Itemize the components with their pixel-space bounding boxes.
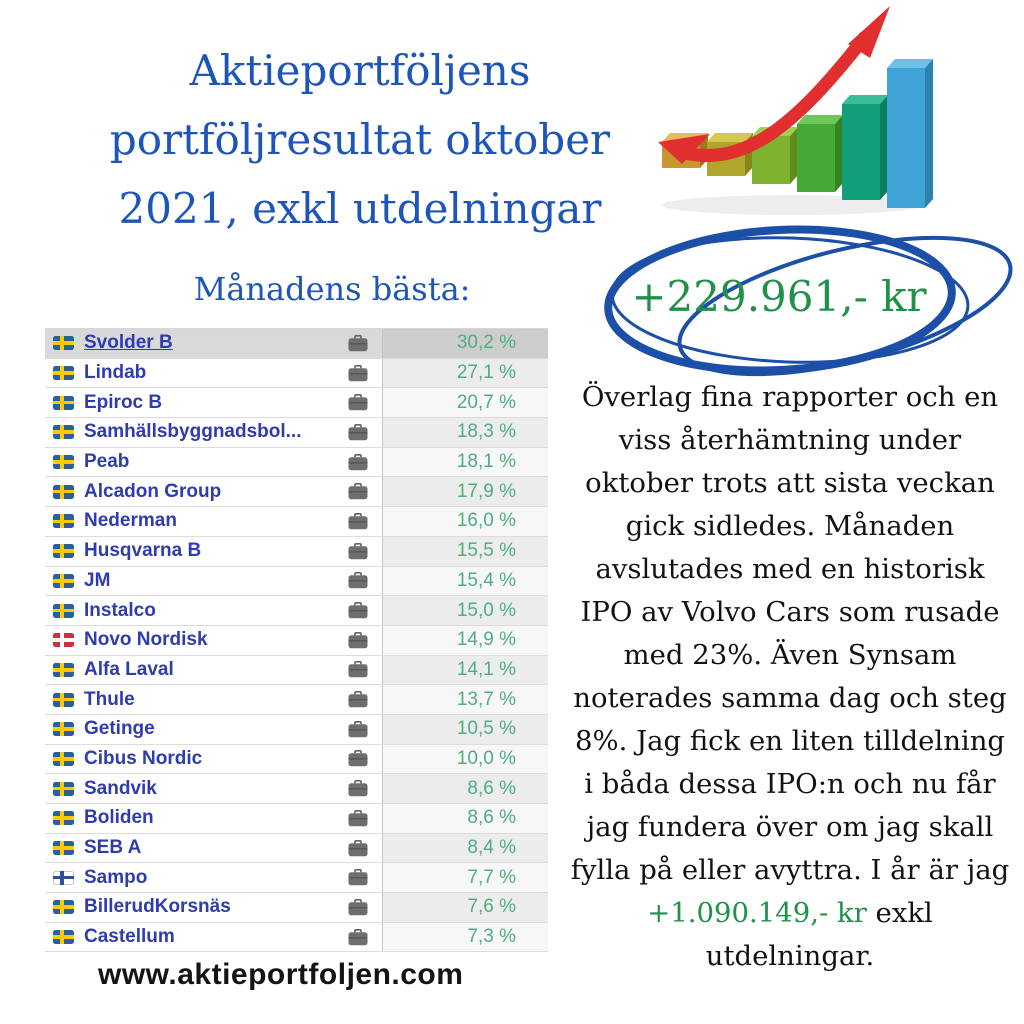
country-flag-icon: [53, 574, 74, 588]
stock-return-value: 17,9 %: [382, 477, 548, 506]
commentary-lines: [558, 376, 1022, 892]
stock-return-value: 8,4 %: [382, 834, 548, 863]
stock-name: Samhällsbyggnadsbol...: [84, 421, 302, 443]
country-flag-icon: [53, 336, 74, 350]
country-flag-icon: [53, 693, 74, 707]
briefcase-icon[interactable]: [348, 365, 370, 382]
briefcase-icon[interactable]: [348, 454, 370, 471]
stock-return-value: 15,4 %: [382, 567, 548, 596]
briefcase-icon[interactable]: [348, 602, 370, 619]
stock-name: Alcadon Group: [84, 480, 222, 502]
stock-name: Instalco: [84, 599, 156, 621]
briefcase-icon[interactable]: [348, 840, 370, 857]
country-flag-icon: [53, 841, 74, 855]
stock-row[interactable]: [45, 477, 548, 507]
briefcase-icon[interactable]: [348, 632, 370, 649]
stock-return-value: 14,1 %: [382, 656, 548, 685]
stock-return-value: 8,6 %: [382, 774, 548, 803]
briefcase-icon[interactable]: [348, 869, 370, 886]
stock-row[interactable]: [45, 863, 548, 893]
monthly-result-highlight: [590, 216, 1024, 386]
stock-name: JM: [84, 569, 111, 591]
stock-row[interactable]: [45, 626, 548, 656]
stock-name: Cibus Nordic: [84, 747, 203, 769]
stock-return-value: 16,0 %: [382, 507, 548, 536]
commentary-line: jag fundera över om jag skall: [586, 811, 994, 843]
commentary-ytd-line: [558, 892, 1022, 935]
briefcase-icon[interactable]: [348, 929, 370, 946]
stock-row[interactable]: [45, 596, 548, 626]
briefcase-icon[interactable]: [348, 483, 370, 500]
briefcase-icon[interactable]: [348, 394, 370, 411]
country-flag-icon: [53, 663, 74, 677]
bar-chart-3d-icon: [652, 0, 938, 222]
stock-name: Peab: [84, 451, 130, 473]
stock-return-value: 8,6 %: [382, 804, 548, 833]
stock-return-value: 10,5 %: [382, 715, 548, 744]
stock-name: SEB A: [84, 837, 142, 859]
country-flag-icon: [53, 425, 74, 439]
country-flag-icon: [53, 366, 74, 380]
stock-name: Castellum: [84, 926, 175, 948]
commentary-line: 8%. Jag fick en liten tilldelning: [574, 725, 1006, 757]
stock-name: Boliden: [84, 807, 154, 829]
stock-row[interactable]: [45, 329, 548, 359]
commentary-line: i båda dessa IPO:n och nu får: [584, 768, 996, 800]
country-flag-icon: [53, 396, 74, 410]
commentary-line: viss återhämtning under: [618, 424, 962, 456]
stock-row[interactable]: [45, 774, 548, 804]
briefcase-icon[interactable]: [348, 572, 370, 589]
stock-return-value: 13,7 %: [382, 685, 548, 714]
country-flag-icon: [53, 455, 74, 469]
stock-name: Sandvik: [84, 777, 157, 799]
stock-name: Alfa Laval: [84, 658, 174, 680]
stock-row[interactable]: [45, 685, 548, 715]
stock-return-value: 7,3 %: [382, 923, 548, 952]
briefcase-icon[interactable]: [348, 899, 370, 916]
stock-row[interactable]: [45, 893, 548, 923]
stock-row[interactable]: [45, 656, 548, 686]
country-flag-icon: [53, 604, 74, 618]
briefcase-icon[interactable]: [348, 661, 370, 678]
briefcase-icon[interactable]: [348, 424, 370, 441]
stock-row[interactable]: [45, 448, 548, 478]
stock-return-value: 30,2 %: [382, 329, 548, 358]
stock-return-value: 18,3 %: [382, 418, 548, 447]
stock-return-value: 15,5 %: [382, 537, 548, 566]
commentary-line: avslutades med en historisk: [595, 553, 985, 585]
briefcase-icon[interactable]: [348, 691, 370, 708]
stock-return-value: 10,0 %: [382, 745, 548, 774]
growth-chart-graphic: [652, 0, 938, 222]
commentary-line: IPO av Volvo Cars som rusade: [580, 596, 1000, 628]
stock-return-value: 27,1 %: [382, 359, 548, 388]
title-line-2: portföljresultat oktober: [109, 115, 611, 164]
title-line-1: Aktieportföljens: [189, 46, 531, 95]
stock-row[interactable]: [45, 745, 548, 775]
commentary-line: noterades samma dag och steg: [573, 682, 1007, 714]
country-flag-icon: [53, 782, 74, 796]
stock-return-value: 7,6 %: [382, 893, 548, 922]
stock-row[interactable]: [45, 418, 548, 448]
country-flag-icon: [53, 633, 74, 647]
country-flag-icon: [53, 544, 74, 558]
stock-name: Husqvarna B: [84, 540, 202, 562]
briefcase-icon[interactable]: [348, 780, 370, 797]
page-title: [28, 36, 692, 243]
country-flag-icon: [53, 900, 74, 914]
title-line-3: 2021, exkl utdelningar: [118, 184, 602, 233]
stock-row[interactable]: [45, 715, 548, 745]
stock-return-value: 20,7 %: [382, 388, 548, 417]
stock-row[interactable]: [45, 359, 548, 389]
stock-name: BillerudKorsnäs: [84, 896, 231, 918]
commentary-line: Överlag fina rapporter och en: [581, 381, 999, 413]
stock-name: Novo Nordisk: [84, 629, 208, 651]
country-flag-icon: [53, 752, 74, 766]
subtitle-monthly-best: Månadens bästa:: [193, 270, 471, 308]
stock-row[interactable]: [45, 537, 548, 567]
stock-row[interactable]: [45, 834, 548, 864]
stock-name: Epiroc B: [84, 391, 163, 413]
briefcase-icon[interactable]: [348, 810, 370, 827]
commentary-closing-line: utdelningar.: [705, 940, 875, 972]
stock-row[interactable]: [45, 388, 548, 418]
briefcase-icon[interactable]: [348, 750, 370, 767]
briefcase-icon[interactable]: [348, 335, 370, 352]
ytd-suffix: exkl: [866, 897, 933, 929]
stock-row[interactable]: [45, 923, 548, 953]
stock-name: Thule: [84, 688, 135, 710]
ytd-result-amount: +1.090.149,- kr: [647, 897, 867, 929]
stock-return-value: 18,1 %: [382, 448, 548, 477]
country-flag-icon: [53, 930, 74, 944]
stock-name: Svolder B: [84, 332, 173, 354]
country-flag-icon: [53, 811, 74, 825]
stock-name: Lindab: [84, 362, 147, 384]
briefcase-icon[interactable]: [348, 543, 370, 560]
briefcase-icon[interactable]: [348, 513, 370, 530]
country-flag-icon: [53, 514, 74, 528]
commentary: [558, 376, 1022, 978]
stock-return-value: 14,9 %: [382, 626, 548, 655]
stock-name: Sampo: [84, 866, 148, 888]
stock-row[interactable]: [45, 804, 548, 834]
country-flag-icon: [53, 485, 74, 499]
stock-table: [45, 328, 548, 952]
commentary-line: med 23%. Även Synsam: [623, 639, 957, 671]
country-flag-icon: [53, 871, 74, 885]
stock-row[interactable]: [45, 567, 548, 597]
stock-name: Nederman: [84, 510, 177, 532]
monthly-result-amount: +229.961,- kr: [631, 271, 927, 321]
commentary-line: fylla på eller avyttra. I år är jag: [570, 854, 1010, 886]
stock-return-value: 7,7 %: [382, 863, 548, 892]
stock-row[interactable]: [45, 507, 548, 537]
country-flag-icon: [53, 722, 74, 736]
website-url[interactable]: www.aktieportfoljen.com: [98, 958, 464, 991]
briefcase-icon[interactable]: [348, 721, 370, 738]
commentary-line: oktober trots att sista veckan: [585, 467, 995, 499]
stock-name: Getinge: [84, 718, 155, 740]
commentary-line: gick sidledes. Månaden: [625, 510, 955, 542]
stock-return-value: 15,0 %: [382, 596, 548, 625]
